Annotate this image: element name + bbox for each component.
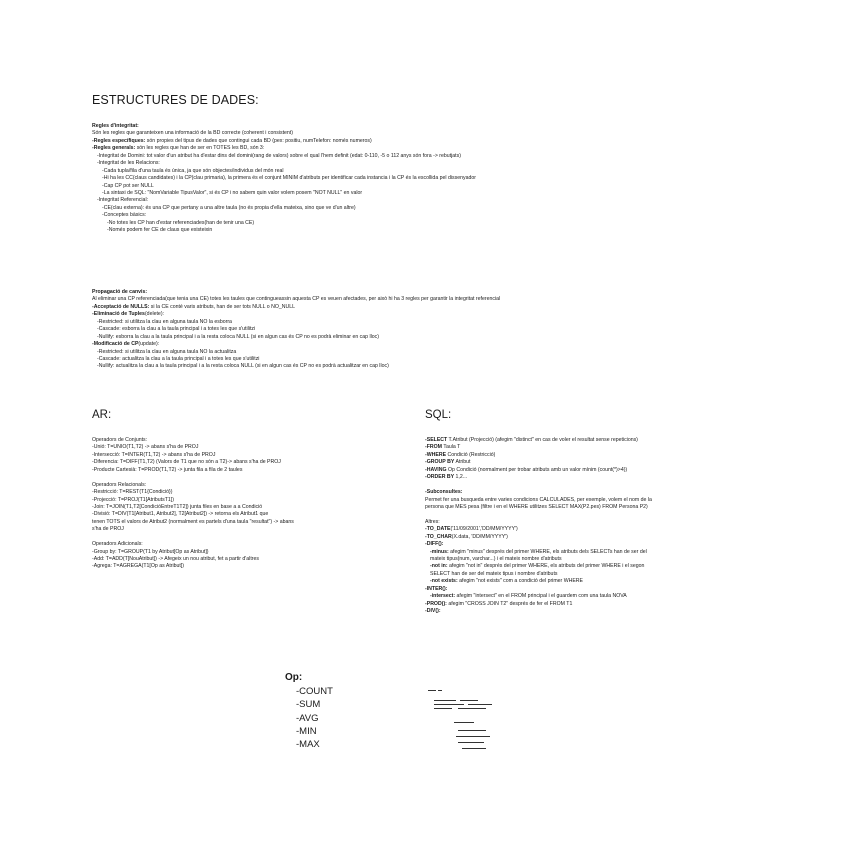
propagation-line: [92, 289, 500, 296]
ops-heading: Op:: [285, 672, 303, 683]
integrity-line: [92, 123, 476, 130]
ar-line-text: -Diferencia: T=DIFF(T1,T2) (Valors de T1 que no són a T2)-> abans s'ha de PROJ: [92, 459, 281, 466]
ar-line: [92, 504, 294, 511]
ar-line-text: Operadors de Conjunts:: [92, 437, 148, 443]
integrity-line: [92, 145, 476, 152]
change-propagation-section: [92, 289, 500, 371]
integrity-line-keyword: -Regles específiques:: [92, 137, 146, 144]
ar-line-text: -Restricció: T=REST(T1{Condició}): [92, 489, 173, 496]
ar-line: [92, 437, 294, 444]
sql-line-text: SELECT han de ser del mateix tipus i nombre d'atributs: [430, 570, 558, 577]
ar-line-text: -Projecció: T=PROJ(T1[AtributsT1]): [92, 496, 174, 503]
ar-line: [92, 452, 294, 459]
sql-section: [425, 437, 652, 616]
sql-line-keyword: -PROD():: [425, 600, 447, 607]
propagation-line-keyword: -Modificació de CP: [92, 341, 139, 348]
propagation-line-keyword: -Acceptació de NULLS:: [92, 303, 150, 310]
sql-line-keyword: -not exists:: [430, 578, 458, 585]
ar-heading: AR:: [92, 409, 112, 421]
sql-line: [425, 519, 652, 526]
sql-line-keyword: -DIV():: [425, 608, 441, 615]
propagation-line: [92, 334, 500, 341]
integrity-line-text: -Només podem fer CE de claus que existeixin: [107, 227, 213, 234]
ar-line: [92, 444, 294, 451]
sql-line-text: afegim "not in" després del primer WHERE, els atributs del primer WHERE i el segon: [447, 563, 645, 570]
propagation-line-text: (update):: [138, 341, 160, 348]
integrity-line: [92, 205, 476, 212]
integrity-line-text: -Cada tupla/fila d'una taula és única, ja que són objectes/individus del món real: [102, 167, 284, 174]
sql-line-keyword: -SELECT: [425, 437, 448, 443]
propagation-line: [92, 349, 500, 356]
ops-item: -SUM: [296, 699, 321, 711]
integrity-line: [92, 227, 476, 234]
sql-line-keyword: -intersect:: [430, 593, 456, 600]
ar-line-text: Operadors Relacionals:: [92, 481, 147, 488]
sql-line-text: persona que MÉS pesa (filtre i en el WHERE utilitzes SELECT MAX(P2.pes) FROM Persona P2): [425, 503, 648, 510]
integrity-line: [92, 175, 476, 182]
integrity-line-keyword: -Regles generals:: [92, 145, 136, 152]
ar-line: [92, 534, 294, 541]
ar-line: [92, 526, 294, 533]
sql-line: [425, 489, 652, 496]
integrity-line: [92, 160, 476, 167]
propagation-line-text: si la CE conté varis atributs, han de ser tots NULL o NO_NULL: [149, 303, 296, 310]
sql-line-text: T.Atribut (Projecció) (afegim "distinct" en cas de voler el resultat sense repeticions): [447, 437, 638, 443]
ar-line: [92, 541, 294, 548]
propagation-line: [92, 296, 500, 303]
sql-line: [425, 601, 652, 608]
sql-line-keyword: -not in:: [430, 563, 448, 570]
propagation-line-text: -Cascade: esborra la clau a la taula principal i a totes les que s'utilitzi: [97, 326, 256, 333]
propagation-line: [92, 319, 500, 326]
integrity-line: [92, 168, 476, 175]
integrity-line-text: -Conceptes bàsics:: [102, 212, 147, 219]
ar-line-text: -Producte Cartesià: T=PROD(T1,T2) -> junta fila a fila de 2 taules: [92, 466, 243, 473]
integrity-line: [92, 138, 476, 145]
ar-line: [92, 459, 294, 466]
integrity-line: [92, 153, 476, 160]
sql-line-text: (X.data, 'DD/MM/YYYY'): [451, 533, 508, 540]
integrity-line-text: Són les regles que garanteixen una informació de la BD correcte (coherent i consistent): [92, 130, 293, 137]
sql-line: [425, 586, 652, 593]
sql-line-keyword: -HAVING: [425, 466, 447, 473]
page-title: ESTRUCTURES DE DADES:: [92, 93, 259, 107]
sql-line: [425, 467, 652, 474]
integrity-line: [92, 197, 476, 204]
div-example-image: [428, 690, 518, 752]
sql-line-text: Op Condició (normalment per trobar atributs amb un valor mínim (count(*)>4)): [446, 466, 628, 473]
sql-line-text: 1,2...: [454, 474, 468, 481]
ar-line: [92, 482, 294, 489]
ar-line-text: Operadors Adicionals:: [92, 541, 143, 548]
ar-line-text: -Unió: T=UNIÓ(T1,T2) -> abans s'ha de PROJ: [92, 444, 199, 451]
sql-line: [425, 511, 652, 518]
ar-line: [92, 474, 294, 481]
ar-line: [92, 519, 294, 526]
ar-line-text: -Intersecció: T=INTER(T1,T2) -> abans s'ha de PROJ: [92, 451, 216, 458]
sql-line-keyword: -DIFF():: [425, 541, 444, 548]
ar-line-text: -Add: T=ADD(T[NouAtribut]) -> Afegeix un nou atribut, fet a partir d'altres: [92, 556, 259, 562]
integrity-line-text: -No totes les CP han d'estar referenciades(han de tenir una CE): [107, 219, 255, 226]
aggregate-ops-list: [296, 685, 333, 751]
sql-line-text: afegim "not exists" com a condició del primer WHERE: [457, 578, 584, 585]
sql-line-keyword: -ORDER BY: [425, 474, 455, 481]
sql-line-text: Altres:: [425, 518, 440, 525]
integrity-line-text: -Hi ha les CC(claus candidates) i la CP(clau primaria), la primera és el conjunt MÍNIM d'atributs per identificar cada instancia i la CP és la escollida pel dissenyador: [102, 175, 476, 182]
sql-line-keyword: -WHERE: [425, 451, 447, 458]
ar-line: [92, 497, 294, 504]
sql-line-text: afegim "intersect" en el FROM principal i el guardem com una taula NOVA: [455, 593, 627, 600]
propagation-line: [92, 363, 500, 370]
ops-item: -COUNT: [296, 686, 333, 697]
propagation-line: [92, 304, 500, 311]
integrity-line-keyword: Regles d'integritat:: [92, 123, 139, 129]
sql-line-text: afegim "CROSS JOIN T2" després de fer el FROM T1: [446, 600, 573, 607]
integrity-line: [92, 130, 476, 137]
sql-line: [425, 526, 652, 533]
integrity-line-text: -Integritat de les Relacions:: [97, 160, 160, 167]
sql-line: [425, 571, 652, 578]
sql-line-text: ('11/09/2001','DD/MM/YYYY'): [450, 526, 518, 533]
integrity-line-text: -Cap CP pot ser NULL: [102, 182, 154, 189]
propagation-line-text: -Nullify: esborra la clau a la taula principal i a la resta coloca NULL (si en algun cas és CP no es podrà eliminar en cap lloc): [97, 333, 379, 340]
sql-line: [425, 482, 652, 489]
sql-line: [425, 578, 652, 585]
sql-line-keyword: -Subconsultes:: [425, 489, 463, 496]
sql-line: [425, 534, 652, 541]
ar-line: [92, 563, 294, 570]
ar-line-text: -Join: T=JOIN(T1,T2[CondicióEntreT1T2]) junta files en base a a Condició: [92, 503, 263, 510]
sql-line-keyword: -TO_DATE: [425, 526, 451, 533]
sql-line: [425, 437, 652, 444]
integrity-line: [92, 220, 476, 227]
sql-line-text: afegim "minus" després del primer WHERE, els atributs dels SELECTs han de ser del: [448, 548, 647, 555]
sql-line-keyword: -TO_CHAR: [425, 533, 452, 540]
propagation-line: [92, 356, 500, 363]
sql-line: [425, 563, 652, 570]
sql-line-keyword: -FROM: [425, 444, 442, 451]
sql-line: [425, 444, 652, 451]
ops-item: -AVG: [296, 712, 319, 724]
sql-line: [425, 608, 652, 615]
sql-line: [425, 459, 652, 466]
propagation-line-text: Al eliminar una CP referenciada(que tenia una CE) totes les taules que contingueassin aquesta CP es veuen afectades, per això hi ha 3 regles per garantir la integritat referencial: [92, 296, 501, 303]
ar-line-text: -Divisió: T=DIV(T1[Atribut1, Atribut2], T2[Atribut2]) -> retorna els Atribut1 que: [92, 511, 269, 518]
propagation-line: [92, 311, 500, 318]
sql-heading: SQL:: [425, 409, 452, 421]
integrity-line-text: -Integritat de Domini: tot valor d'un atribut ha d'estar dins del domini(rang de valors) sobre el qual l'hem definit (edat: 0-110, -5 o 112 anys són fora -> rebutjats): [97, 152, 461, 159]
sql-line-text: Condició (Restricció): [446, 451, 496, 458]
relational-algebra-section: [92, 437, 294, 571]
sql-line-keyword: -GROUP BY: [425, 459, 455, 466]
propagation-line-text: -Restricted: si utilitza la clau en alguna taula NO la esborra: [97, 318, 232, 325]
integrity-line: [92, 212, 476, 219]
sql-line: [425, 556, 652, 563]
propagation-line-text: -Restricted: si utilitza la clau en alguna taula NO la actualitza: [97, 348, 237, 355]
integrity-line: [92, 190, 476, 197]
ar-line-text: -Agrega: T=AGREGA(T1[Op as Atribut]): [92, 563, 185, 570]
sql-line: [425, 497, 652, 504]
integrity-line-text: són propies del tipus de dades que contingui cada BD (pex: positiu, numTelefon: només numeros): [145, 137, 372, 144]
propagation-line-text: -Nullify: actualitza la clau a la taula principal i a la resta coloca NULL (si en algun cas és CP no es podrà actualitzar en cap lloc): [97, 363, 389, 370]
ar-line: [92, 467, 294, 474]
sql-line: [425, 541, 652, 548]
propagation-line-keyword: Propagació de canvis:: [92, 289, 148, 295]
sql-line-text: Taula T: [442, 444, 461, 451]
sql-line: [425, 452, 652, 459]
ops-item: -MAX: [296, 739, 320, 751]
sql-line: [425, 549, 652, 556]
sql-line-keyword: -minus:: [430, 548, 449, 555]
ar-line-text: -Group by: T=GROUP(T1 by Atribut[Op as Atribut]): [92, 548, 209, 555]
integrity-line-text: -CE(clau externa): és una CP que pertany a una altre taula (no és propia d'ella mateixa, sino que ve d'un altre): [102, 204, 356, 211]
sql-line-keyword: -INTER():: [425, 585, 448, 592]
ar-line: [92, 556, 294, 563]
sql-line: [425, 474, 652, 481]
propagation-line-text: (delete):: [144, 311, 164, 318]
integrity-line-text: -Integritat Referencial:: [97, 197, 149, 204]
sql-line: [425, 593, 652, 600]
ar-line-text: s'ha de PROJ: [92, 526, 124, 533]
integrity-rules-section: [92, 123, 476, 235]
ar-line: [92, 489, 294, 496]
ar-line-text: tenen TOTS el valors de Atribut2 (normalment es partels d'una taula "resultat") -> abans: [92, 518, 294, 525]
integrity-line: [92, 183, 476, 190]
ar-line: [92, 511, 294, 518]
ops-item: -MIN: [296, 725, 317, 737]
ar-line: [92, 549, 294, 556]
integrity-line-text: són les regles que han de ser en TOTES les BD, són 3:: [135, 145, 265, 152]
integrity-line-text: -La sintaxi de SQL: "NomVariable TipusValor", si és CP i no sabem quin valor volem posem "NOT NULL" en valor: [102, 189, 363, 196]
sql-line-text: Atribut: [454, 459, 471, 466]
propagation-line: [92, 326, 500, 333]
sql-line-text: mateix tipus(num, varchar...) i el mateix nombre d'atributs: [430, 556, 562, 562]
sql-line: [425, 504, 652, 511]
sql-line-text: Permet fer una busqueda entre varies condicions CALCULADES, per exemple, volem el nom de la: [425, 496, 652, 503]
propagation-line: [92, 341, 500, 348]
propagation-line-text: -Cascade: actualitza la clau a la taula principal i a totes les que s'utilitzi: [97, 355, 260, 362]
propagation-line-keyword: -Eliminació de Tuples: [92, 311, 145, 318]
